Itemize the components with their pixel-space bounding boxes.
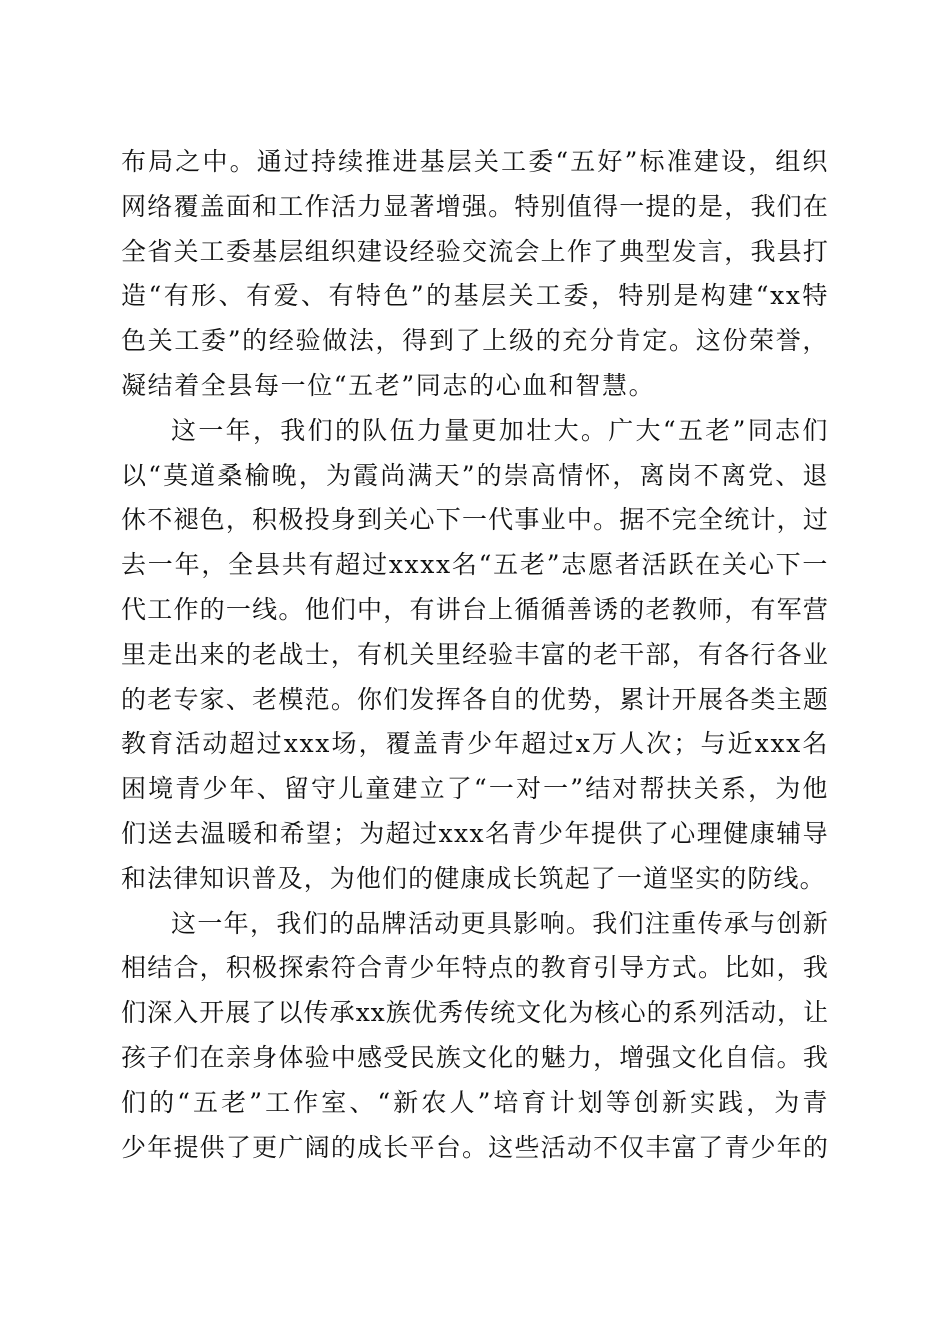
text-line: 这一年，我们的品牌活动更具影响。我们注重传承与创新 [171,908,829,938]
text-line: 和法律知识普及，为他们的健康成长筑起了一道坚实的防线。 [121,863,826,893]
paragraph-2 [121,409,829,902]
text-line: 教育活动超过xxx场，覆盖青少年超过x万人次；与近xxx名 [121,729,829,759]
paragraph-1 [121,140,829,409]
text-line: 代工作的一线。他们中，有讲台上循循善诱的老教师，有军营 [121,594,829,624]
text-line: 孩子们在亲身体验中感受民族文化的魅力，增强文化自信。我 [121,1042,829,1072]
text-line: 以“莫道桑榆晚，为霞尚满天”的崇高情怀，离岗不离党、退 [121,460,829,490]
text-line: 少年提供了更广阔的成长平台。这些活动不仅丰富了青少年的 [121,1132,829,1162]
text-line: 们的“五老”工作室、“新农人”培育计划等创新实践，为青 [121,1087,829,1117]
text-line: 们深入开展了以传承xx族优秀传统文化为核心的系列活动，让 [121,998,829,1028]
text-line: 们送去温暖和希望；为超过xxx名青少年提供了心理健康辅导 [121,818,829,848]
text-line: 色关工委”的经验做法，得到了上级的充分肯定。这份荣誉， [121,326,829,356]
text-line: 休不褪色，积极投身到关心下一代事业中。据不完全统计，过 [121,505,829,535]
text-line: 网络覆盖面和工作活力显著增强。特别值得一提的是，我们在 [121,191,829,221]
text-line: 这一年，我们的队伍力量更加壮大。广大“五老”同志们 [171,415,829,445]
text-line: 造“有形、有爱、有特色”的基层关工委，特别是构建“xx特 [121,281,829,311]
paragraph-3 [121,902,829,1171]
text-line: 凝结着全县每一位“五老”同志的心血和智慧。 [121,370,656,400]
text-line: 相结合，积极探索符合青少年特点的教育引导方式。比如，我 [121,953,829,983]
text-line: 困境青少年、留守儿童建立了“一对一”结对帮扶关系，为他 [121,774,829,804]
text-line: 布局之中。通过持续推进基层关工委“五好”标准建设，组织 [121,147,829,176]
text-line: 去一年，全县共有超过xxxx名“五老”志愿者活跃在关心下一 [121,550,829,580]
text-line: 的老专家、老模范。你们发挥各自的优势，累计开展各类主题 [121,684,829,714]
document-body [121,140,829,1170]
text-line: 全省关工委基层组织建设经验交流会上作了典型发言，我县打 [121,236,829,266]
text-line: 里走出来的老战士，有机关里经验丰富的老干部，有各行各业 [121,639,829,669]
